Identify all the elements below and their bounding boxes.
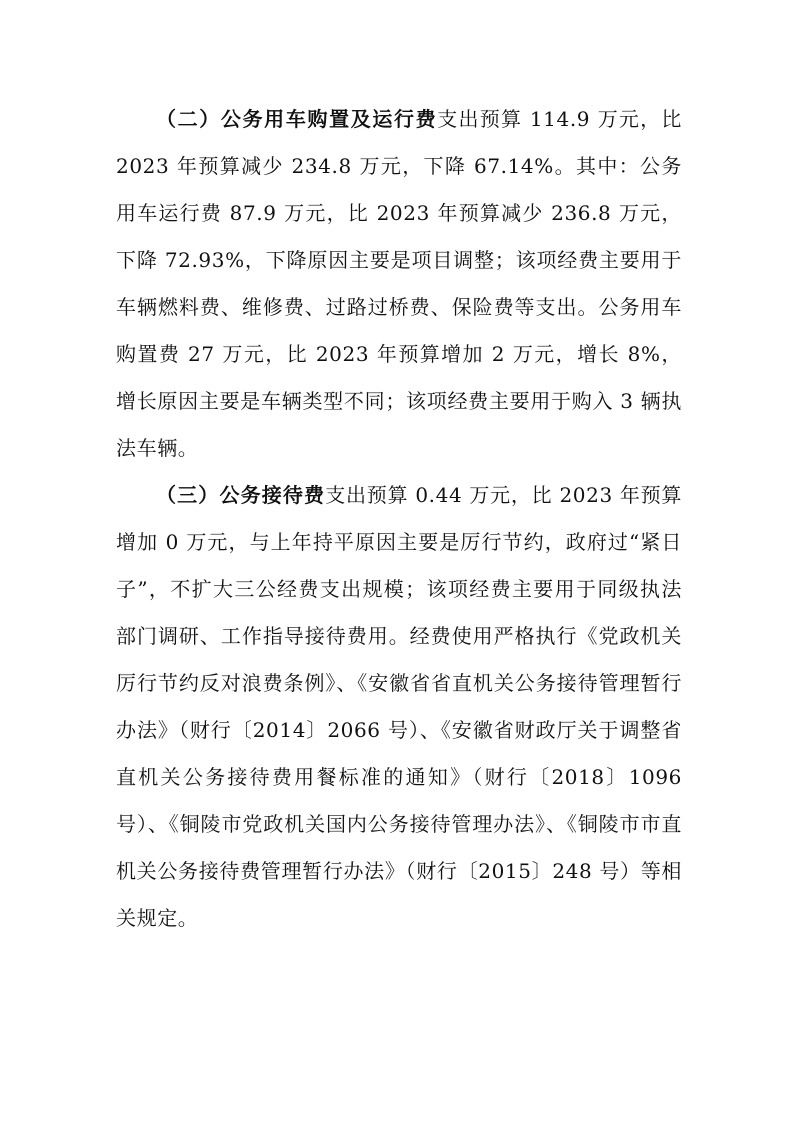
section-vehicle-expenses bbox=[116, 96, 682, 472]
section-heading-reception: （三）公务接待费 bbox=[156, 483, 326, 507]
document-body bbox=[116, 96, 682, 942]
section-reception-expenses bbox=[116, 472, 682, 942]
section-text-reception: 支出预算 0.44 万元，比 2023 年预算增加 0 万元，与上年持平原因主要是厉行节约，政府过“紧日子”，不扩大三公经费支出规模；该项经费主要用于同级执法部门调研、工作指导接待费用。经费使用严格执行《党政机关厉行节约反对浪费条例》、《安徽省省直机关公务接待管理暂行办法》（财行〔2014〕2066 号）、《安徽省财政厅关于调整省直机关公务接待费用餐标准的通知》（财行〔2018〕1096 号）、《铜陵市党政机关国内公务接待管理办法》、《铜陵市市直机关公务接待费管理暂行办法》（财行〔2015〕248 号）等相关规定。 bbox=[116, 483, 682, 930]
section-text-vehicle: 支出预算 114.9 万元，比 2023 年预算减少 234.8 万元，下降 67.14%。其中：公务用车运行费 87.9 万元，比 2023 年预算减少 236.8 万元，下降 72.93%，下降原因主要是项目调整；该项经费主要用于车辆燃料费、维修费、过路过桥费、保险费等支出。公务用车购置费 27 万元，比 2023 年预算增加 2 万元，增长 8%，增长原因主要是车辆类型不同；该项经费主要用于购入 3 辆执法车辆。 bbox=[116, 107, 683, 460]
section-heading-vehicle: （二）公务用车购置及运行费 bbox=[156, 107, 438, 131]
